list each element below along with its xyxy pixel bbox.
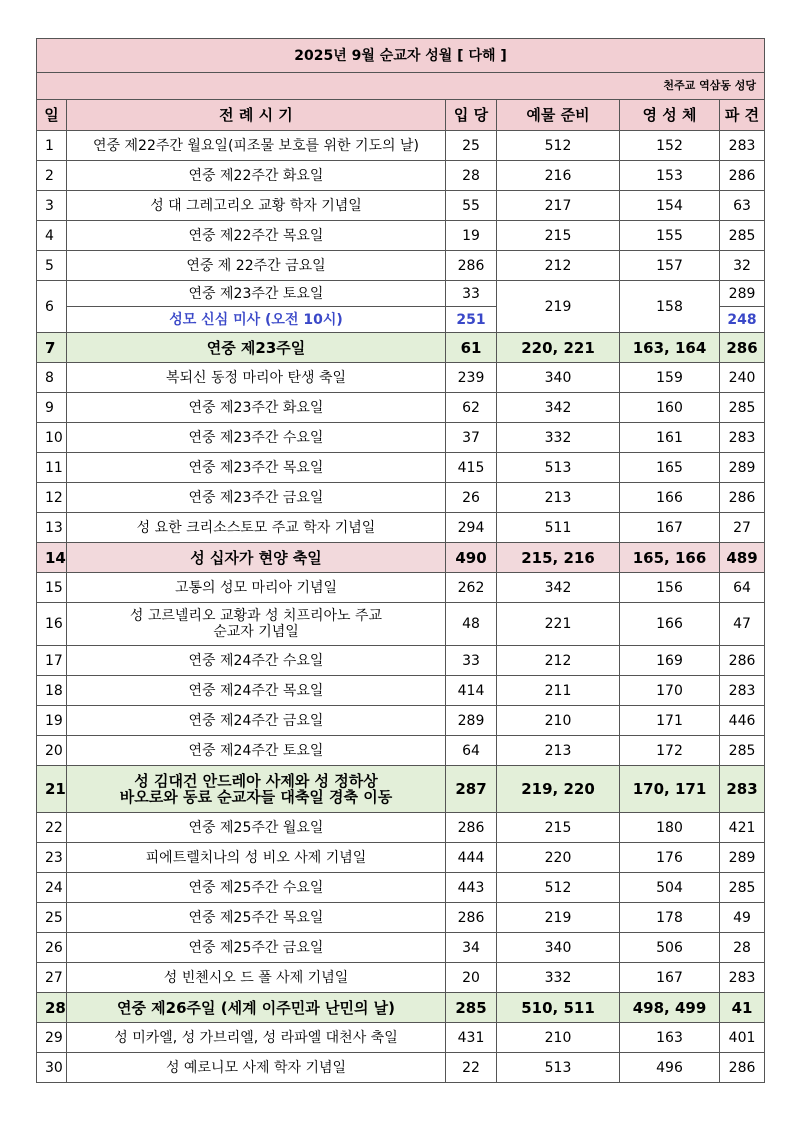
- day-cell: 22: [37, 813, 67, 843]
- table-row: [37, 191, 765, 221]
- day-cell: 8: [37, 363, 67, 393]
- communion-cell: 178: [620, 903, 720, 933]
- liturgy-cell: 성 빈첸시오 드 폴 사제 기념일: [67, 963, 446, 993]
- entrance-cell: 431: [446, 1023, 497, 1053]
- table-row: [37, 646, 765, 676]
- dismissal-cell: 285: [720, 393, 765, 423]
- dismissal-cell: 446: [720, 706, 765, 736]
- day-cell: 7: [37, 333, 67, 363]
- entrance-cell: 64: [446, 736, 497, 766]
- table-row: [37, 393, 765, 423]
- dismissal-cell: 285: [720, 736, 765, 766]
- offertory-cell: 513: [497, 1053, 620, 1083]
- dismissal-cell: 63: [720, 191, 765, 221]
- day-cell: 14: [37, 543, 67, 573]
- communion-cell: 159: [620, 363, 720, 393]
- dismissal-cell: 489: [720, 543, 765, 573]
- liturgy-cell: 연중 제24주간 토요일: [67, 736, 446, 766]
- communion-cell: 167: [620, 963, 720, 993]
- liturgy-cell: 연중 제22주간 목요일: [67, 221, 446, 251]
- dismissal-cell: 286: [720, 1053, 765, 1083]
- table-row: [37, 131, 765, 161]
- dismissal-cell: 283: [720, 963, 765, 993]
- communion-cell: 180: [620, 813, 720, 843]
- extra-entrance-cell: 251: [446, 307, 497, 333]
- table-row: [37, 423, 765, 453]
- hymn-schedule-table: [36, 38, 765, 1083]
- header-entrance: 입 당: [446, 100, 497, 131]
- day-cell: 2: [37, 161, 67, 191]
- offertory-cell: 212: [497, 251, 620, 281]
- liturgy-line-2: 순교자 기념일: [213, 624, 299, 640]
- entrance-cell: 443: [446, 873, 497, 903]
- communion-cell: 506: [620, 933, 720, 963]
- offertory-cell: 219, 220: [497, 766, 620, 813]
- communion-cell: 161: [620, 423, 720, 453]
- offertory-cell: 213: [497, 736, 620, 766]
- entrance-cell: 28: [446, 161, 497, 191]
- offertory-cell: 221: [497, 603, 620, 646]
- dismissal-cell: 285: [720, 873, 765, 903]
- liturgy-cell: 성 요한 크리소스토모 주교 학자 기념일: [67, 513, 446, 543]
- liturgy-cell: 연중 제23주간 화요일: [67, 393, 446, 423]
- table-row: [37, 543, 765, 573]
- liturgy-cell: 연중 제 22주간 금요일: [67, 251, 446, 281]
- entrance-cell: 34: [446, 933, 497, 963]
- day-cell: 25: [37, 903, 67, 933]
- offertory-cell: 220, 221: [497, 333, 620, 363]
- entrance-cell: 25: [446, 131, 497, 161]
- dismissal-cell: 64: [720, 573, 765, 603]
- offertory-cell: 215: [497, 813, 620, 843]
- dismissal-cell: 27: [720, 513, 765, 543]
- communion-cell: 163, 164: [620, 333, 720, 363]
- table-row: [37, 573, 765, 603]
- dismissal-cell: 240: [720, 363, 765, 393]
- table-row: [37, 603, 765, 646]
- offertory-cell: 512: [497, 873, 620, 903]
- day-cell: 11: [37, 453, 67, 483]
- day-cell: 12: [37, 483, 67, 513]
- liturgy-cell: 성 대 그레고리오 교황 학자 기념일: [67, 191, 446, 221]
- dismissal-cell: 286: [720, 646, 765, 676]
- page-title: 2025년 9월 순교자 성월 [ 다해 ]: [37, 39, 765, 73]
- communion-cell: 169: [620, 646, 720, 676]
- entrance-cell: 26: [446, 483, 497, 513]
- liturgy-cell: [67, 766, 446, 813]
- liturgy-cell: 고통의 성모 마리아 기념일: [67, 573, 446, 603]
- dismissal-cell: 286: [720, 333, 765, 363]
- communion-cell: 165: [620, 453, 720, 483]
- entrance-cell: 414: [446, 676, 497, 706]
- liturgy-line-1: 성 김대건 안드레아 사제와 성 정하상: [134, 772, 378, 790]
- dismissal-cell: 283: [720, 131, 765, 161]
- dismissal-cell: 283: [720, 766, 765, 813]
- table-row: [37, 903, 765, 933]
- communion-cell: 157: [620, 251, 720, 281]
- communion-cell: 170, 171: [620, 766, 720, 813]
- liturgy-cell: 연중 제23주간 목요일: [67, 453, 446, 483]
- liturgy-cell: [67, 603, 446, 646]
- communion-cell: 171: [620, 706, 720, 736]
- table-row: [37, 813, 765, 843]
- day-cell: 5: [37, 251, 67, 281]
- day-cell: 1: [37, 131, 67, 161]
- offertory-cell: 511: [497, 513, 620, 543]
- day-cell: 23: [37, 843, 67, 873]
- table-row: [37, 706, 765, 736]
- header-dismissal: 파 견: [720, 100, 765, 131]
- entrance-cell: 20: [446, 963, 497, 993]
- entrance-cell: 415: [446, 453, 497, 483]
- entrance-cell: 285: [446, 993, 497, 1023]
- day-cell: 18: [37, 676, 67, 706]
- entrance-cell: 48: [446, 603, 497, 646]
- table-row: [37, 281, 765, 307]
- header-day: 일: [37, 100, 67, 131]
- offertory-cell: 211: [497, 676, 620, 706]
- day-cell: 9: [37, 393, 67, 423]
- table-row: [37, 333, 765, 363]
- communion-cell: 166: [620, 483, 720, 513]
- offertory-cell: 342: [497, 393, 620, 423]
- offertory-cell: 332: [497, 963, 620, 993]
- day-cell: 27: [37, 963, 67, 993]
- offertory-cell: 219: [497, 903, 620, 933]
- communion-cell: 504: [620, 873, 720, 903]
- dismissal-cell: 283: [720, 676, 765, 706]
- day-cell: 28: [37, 993, 67, 1023]
- table-row: [37, 933, 765, 963]
- entrance-cell: 444: [446, 843, 497, 873]
- entrance-cell: 286: [446, 251, 497, 281]
- communion-cell: 154: [620, 191, 720, 221]
- day-cell: 24: [37, 873, 67, 903]
- entrance-cell: 33: [446, 281, 497, 307]
- offertory-cell: 217: [497, 191, 620, 221]
- dismissal-cell: 28: [720, 933, 765, 963]
- entrance-cell: 22: [446, 1053, 497, 1083]
- table-row: [37, 251, 765, 281]
- dismissal-cell: 49: [720, 903, 765, 933]
- communion-cell: 498, 499: [620, 993, 720, 1023]
- liturgy-cell: 연중 제24주간 금요일: [67, 706, 446, 736]
- dismissal-cell: 286: [720, 483, 765, 513]
- dismissal-cell: 289: [720, 281, 765, 307]
- liturgy-cell: 성 미카엘, 성 가브리엘, 성 라파엘 대천사 축일: [67, 1023, 446, 1053]
- offertory-cell: 340: [497, 933, 620, 963]
- entrance-cell: 286: [446, 903, 497, 933]
- communion-cell: 153: [620, 161, 720, 191]
- liturgy-cell: 연중 제25주간 수요일: [67, 873, 446, 903]
- communion-cell: 496: [620, 1053, 720, 1083]
- communion-cell: 172: [620, 736, 720, 766]
- entrance-cell: 55: [446, 191, 497, 221]
- liturgy-cell: 연중 제25주간 목요일: [67, 903, 446, 933]
- table-row: [37, 221, 765, 251]
- communion-cell: 152: [620, 131, 720, 161]
- table-row: [37, 513, 765, 543]
- table-row: [37, 676, 765, 706]
- table-row: [37, 736, 765, 766]
- table-row: [37, 363, 765, 393]
- table-row: [37, 161, 765, 191]
- liturgy-cell: 연중 제24주간 수요일: [67, 646, 446, 676]
- offertory-cell: 340: [497, 363, 620, 393]
- communion-cell: 167: [620, 513, 720, 543]
- dismissal-cell: 285: [720, 221, 765, 251]
- table-row: [37, 453, 765, 483]
- entrance-cell: 33: [446, 646, 497, 676]
- day-cell: 15: [37, 573, 67, 603]
- entrance-cell: 490: [446, 543, 497, 573]
- day-cell: 13: [37, 513, 67, 543]
- liturgy-cell: 연중 제22주간 화요일: [67, 161, 446, 191]
- dismissal-cell: 41: [720, 993, 765, 1023]
- communion-cell: 163: [620, 1023, 720, 1053]
- dismissal-cell: 289: [720, 843, 765, 873]
- offertory-cell: 342: [497, 573, 620, 603]
- day-cell: 3: [37, 191, 67, 221]
- table-row: [37, 843, 765, 873]
- day-cell: 10: [37, 423, 67, 453]
- table-row: [37, 766, 765, 813]
- communion-cell: 158: [620, 281, 720, 333]
- entrance-cell: 294: [446, 513, 497, 543]
- day-cell: 6: [37, 281, 67, 333]
- header-offertory: 예물 준비: [497, 100, 620, 131]
- entrance-cell: 287: [446, 766, 497, 813]
- liturgy-cell: 연중 제26주일 (세계 이주민과 난민의 날): [67, 993, 446, 1023]
- day-cell: 16: [37, 603, 67, 646]
- liturgy-cell: 연중 제24주간 목요일: [67, 676, 446, 706]
- table-row: [37, 873, 765, 903]
- dismissal-cell: 286: [720, 161, 765, 191]
- table-row: [37, 993, 765, 1023]
- offertory-cell: 512: [497, 131, 620, 161]
- header-liturgy: 전 례 시 기: [67, 100, 446, 131]
- table-row: [37, 1053, 765, 1083]
- dismissal-cell: 401: [720, 1023, 765, 1053]
- offertory-cell: 332: [497, 423, 620, 453]
- communion-cell: 176: [620, 843, 720, 873]
- parish-name: 천주교 역삼동 성당: [37, 73, 765, 100]
- entrance-cell: 37: [446, 423, 497, 453]
- day-cell: 30: [37, 1053, 67, 1083]
- liturgy-cell: 연중 제25주간 금요일: [67, 933, 446, 963]
- liturgy-line-2: 바오로와 동료 순교자들 대축일 경축 이동: [119, 788, 393, 806]
- liturgy-cell: 연중 제23주일: [67, 333, 446, 363]
- dismissal-cell: 421: [720, 813, 765, 843]
- liturgy-cell: 피에트렐치나의 성 비오 사제 기념일: [67, 843, 446, 873]
- offertory-cell: 220: [497, 843, 620, 873]
- offertory-cell: 215: [497, 221, 620, 251]
- liturgy-cell: 연중 제23주간 토요일: [67, 281, 446, 307]
- table-row: [37, 483, 765, 513]
- offertory-cell: 215, 216: [497, 543, 620, 573]
- offertory-cell: 513: [497, 453, 620, 483]
- offertory-cell: 219: [497, 281, 620, 333]
- dismissal-cell: 289: [720, 453, 765, 483]
- offertory-cell: 210: [497, 706, 620, 736]
- table-row: [37, 1023, 765, 1053]
- liturgy-cell: 연중 제23주간 금요일: [67, 483, 446, 513]
- communion-cell: 170: [620, 676, 720, 706]
- liturgy-cell: 연중 제25주간 월요일: [67, 813, 446, 843]
- liturgy-cell: 연중 제23주간 수요일: [67, 423, 446, 453]
- day-cell: 19: [37, 706, 67, 736]
- communion-cell: 166: [620, 603, 720, 646]
- liturgy-line-1: 성 고르넬리오 교황과 성 치프리아노 주교: [129, 608, 383, 624]
- communion-cell: 165, 166: [620, 543, 720, 573]
- liturgy-cell: 성 십자가 현양 축일: [67, 543, 446, 573]
- offertory-cell: 510, 511: [497, 993, 620, 1023]
- entrance-cell: 62: [446, 393, 497, 423]
- entrance-cell: 19: [446, 221, 497, 251]
- extra-dismissal-cell: 248: [720, 307, 765, 333]
- day-cell: 26: [37, 933, 67, 963]
- liturgy-cell: 연중 제22주간 월요일(피조물 보호를 위한 기도의 날): [67, 131, 446, 161]
- liturgy-cell: 복되신 동정 마리아 탄생 축일: [67, 363, 446, 393]
- communion-cell: 160: [620, 393, 720, 423]
- offertory-cell: 212: [497, 646, 620, 676]
- entrance-cell: 262: [446, 573, 497, 603]
- liturgy-cell: 성 예로니모 사제 학자 기념일: [67, 1053, 446, 1083]
- entrance-cell: 286: [446, 813, 497, 843]
- entrance-cell: 61: [446, 333, 497, 363]
- table-row: [37, 963, 765, 993]
- offertory-cell: 216: [497, 161, 620, 191]
- dismissal-cell: 283: [720, 423, 765, 453]
- extra-mass-name: 성모 신심 미사 (오전 10시): [67, 307, 446, 333]
- communion-cell: 156: [620, 573, 720, 603]
- offertory-cell: 213: [497, 483, 620, 513]
- day-cell: 4: [37, 221, 67, 251]
- day-cell: 29: [37, 1023, 67, 1053]
- dismissal-cell: 32: [720, 251, 765, 281]
- dismissal-cell: 47: [720, 603, 765, 646]
- offertory-cell: 210: [497, 1023, 620, 1053]
- day-cell: 17: [37, 646, 67, 676]
- entrance-cell: 239: [446, 363, 497, 393]
- day-cell: 21: [37, 766, 67, 813]
- entrance-cell: 289: [446, 706, 497, 736]
- communion-cell: 155: [620, 221, 720, 251]
- header-communion: 영 성 체: [620, 100, 720, 131]
- day-cell: 20: [37, 736, 67, 766]
